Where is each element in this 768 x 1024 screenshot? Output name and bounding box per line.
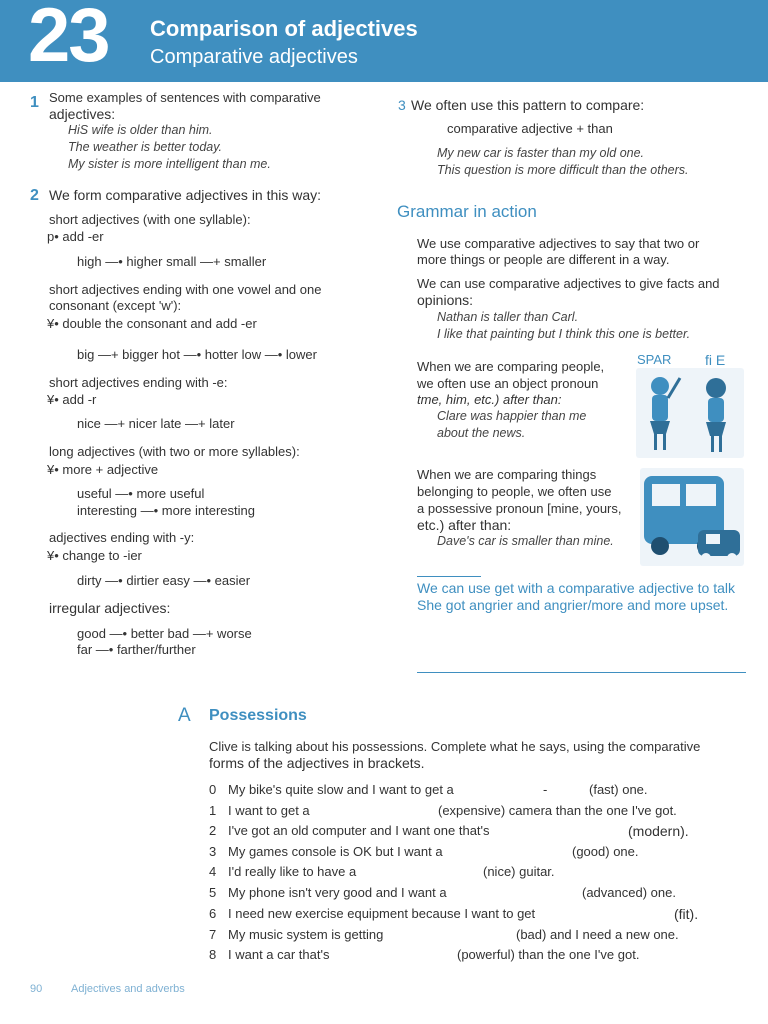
- group-example: nice —+ nicer late —+ later: [77, 416, 235, 431]
- gia-p4: a possessive pronoun [mine, yours,: [417, 501, 622, 516]
- group-rule: ¥• add -r: [47, 392, 97, 407]
- group-example: interesting —• more interesting: [77, 503, 255, 518]
- group-heading: adjectives ending with -y:: [49, 530, 195, 545]
- s3-example: This question is more difficult than the others.: [437, 163, 689, 177]
- gia-p1: We use comparative adjectives to say that two or: [417, 236, 700, 251]
- footer-label: Adjectives and adverbs: [71, 983, 185, 995]
- gia-p3: tme, him, etc.) after than:: [417, 392, 562, 407]
- group-heading: long adjectives (with two or more syllables):: [49, 444, 300, 459]
- gia-p3-example: Clare was happier than me: [437, 409, 587, 423]
- item-number: 4: [209, 864, 217, 879]
- exercise-instructions: forms of the adjectives in brackets.: [209, 755, 425, 771]
- item-number: 3: [209, 844, 217, 859]
- item-cue: (powerful) than the one I've got.: [457, 947, 640, 962]
- item-text: I want to get a: [228, 803, 310, 818]
- s1-example: The weather is better today.: [68, 140, 223, 154]
- unit-title: Comparison of adjectives: [150, 16, 418, 41]
- group-rule: ¥• change to -ier: [47, 548, 142, 563]
- gia-p2: opinions:: [417, 292, 474, 308]
- item-text: My games console is OK but I want a: [228, 844, 443, 859]
- grammar-in-action-title: Grammar in action: [397, 202, 537, 221]
- item-text: My phone isn't very good and I want a: [228, 885, 447, 900]
- gia-p4: When we are comparing things: [417, 467, 597, 482]
- page-number: 90: [30, 983, 43, 995]
- s1-example: HiS wife is older than him.: [68, 123, 213, 137]
- divider: [417, 672, 746, 673]
- s2-intro: We form comparative adjectives in this way:: [49, 187, 322, 203]
- girls-illustration: [636, 368, 744, 458]
- group-heading: irregular adjectives:: [49, 600, 171, 616]
- group-example: far —• farther/further: [77, 642, 196, 657]
- cars-illustration: [640, 468, 744, 566]
- group-heading: short adjectives ending with one vowel and one: [49, 282, 322, 297]
- s3-example: My new car is faster than my old one.: [437, 146, 645, 160]
- s1-intro-2: adjectives:: [49, 106, 116, 122]
- answer-blank[interactable]: -: [543, 782, 548, 797]
- gia-p3: we often use an object pronoun: [417, 376, 599, 391]
- exercise-letter: A: [178, 705, 191, 726]
- unit-subtitle: Comparative adjectives: [150, 46, 358, 68]
- item-text: My music system is getting: [228, 927, 384, 942]
- section-2-number: 2: [30, 187, 39, 204]
- group-heading: consonant (except 'w'):: [49, 298, 182, 313]
- group-rule: ¥• more + adjective: [47, 462, 159, 477]
- item-number: 6: [209, 906, 217, 921]
- item-text: I need new exercise equipment because I want to get: [228, 906, 536, 921]
- group-example: good —• better bad —+ worse: [77, 626, 252, 641]
- item-number: 8: [209, 947, 217, 962]
- divider: [417, 576, 481, 577]
- gia-p4-example: Dave's car is smaller than mine.: [437, 534, 614, 548]
- item-cue: (fast) one.: [589, 782, 648, 797]
- group-rule: p• add -er: [47, 229, 104, 244]
- item-text: I've got an old computer and I want one that's: [228, 823, 490, 838]
- item-number: 0: [209, 782, 217, 797]
- s3-pattern: comparative adjective + than: [447, 121, 613, 136]
- item-cue: (good) one.: [572, 844, 639, 859]
- group-heading: short adjectives (with one syllable):: [49, 212, 251, 227]
- cars-icon: [640, 468, 744, 566]
- gia-p2: We can use comparative adjectives to give facts and: [417, 276, 720, 291]
- exercise-instructions: Clive is talking about his possessions. Complete what he says, using the comparative: [209, 739, 701, 754]
- item-number: 5: [209, 885, 217, 900]
- fie-label: fi E: [705, 352, 726, 368]
- s3-text: We often use this pattern to compare:: [411, 97, 645, 113]
- gia-p2-example: I like that painting but I think this one is better.: [437, 327, 691, 341]
- item-number: 1: [209, 803, 217, 818]
- spar-label: SPAR: [637, 352, 672, 367]
- item-cue: (advanced) one.: [582, 885, 676, 900]
- section-3-number: 3: [398, 97, 406, 113]
- item-number: 7: [209, 927, 217, 942]
- group-example: high —• higher small —+ smaller: [77, 254, 267, 269]
- item-cue: (nice) guitar.: [483, 864, 555, 879]
- unit-number: 23: [28, 0, 109, 78]
- s1-intro-1: Some examples of sentences with comparative: [49, 90, 321, 105]
- group-example: dirty —• dirtier easy —• easier: [77, 573, 251, 588]
- girls-icon: [636, 368, 744, 458]
- item-number: 2: [209, 823, 217, 838]
- item-text: I want a car that's: [228, 947, 330, 962]
- group-example: useful —• more useful: [77, 486, 205, 501]
- gia-p4: belonging to people, we often use: [417, 484, 612, 499]
- item-text: I'd really like to have a: [228, 864, 357, 879]
- s1-example: My sister is more intelligent than me.: [68, 157, 271, 171]
- group-heading: short adjectives ending with -e:: [49, 375, 228, 390]
- item-cue: (fit).: [674, 906, 699, 922]
- exercise-title: Possessions: [209, 707, 307, 724]
- item-cue: (modern).: [628, 823, 689, 839]
- gia-p2-example: Nathan is taller than Carl.: [437, 310, 579, 324]
- item-text: My bike's quite slow and I want to get a: [228, 782, 454, 797]
- item-cue: (expensive) camera than the one I've got.: [438, 803, 677, 818]
- gia-p3: When we are comparing people,: [417, 359, 605, 374]
- gia-p4: etc.) after than:: [417, 517, 512, 533]
- group-rule: ¥• double the consonant and add -er: [47, 316, 257, 331]
- gia-p5: We can use get with a comparative adjective to talk: [417, 580, 736, 596]
- gia-p1: more things or people are different in a way.: [417, 252, 670, 267]
- gia-p3-example: about the news.: [437, 426, 526, 440]
- group-example: big —+ bigger hot —• hotter low —• lower: [77, 347, 317, 362]
- item-cue: (bad) and I need a new one.: [516, 927, 679, 942]
- section-1-number: 1: [30, 94, 39, 111]
- gia-p5: She got angrier and angrier/more and more upset.: [417, 597, 729, 613]
